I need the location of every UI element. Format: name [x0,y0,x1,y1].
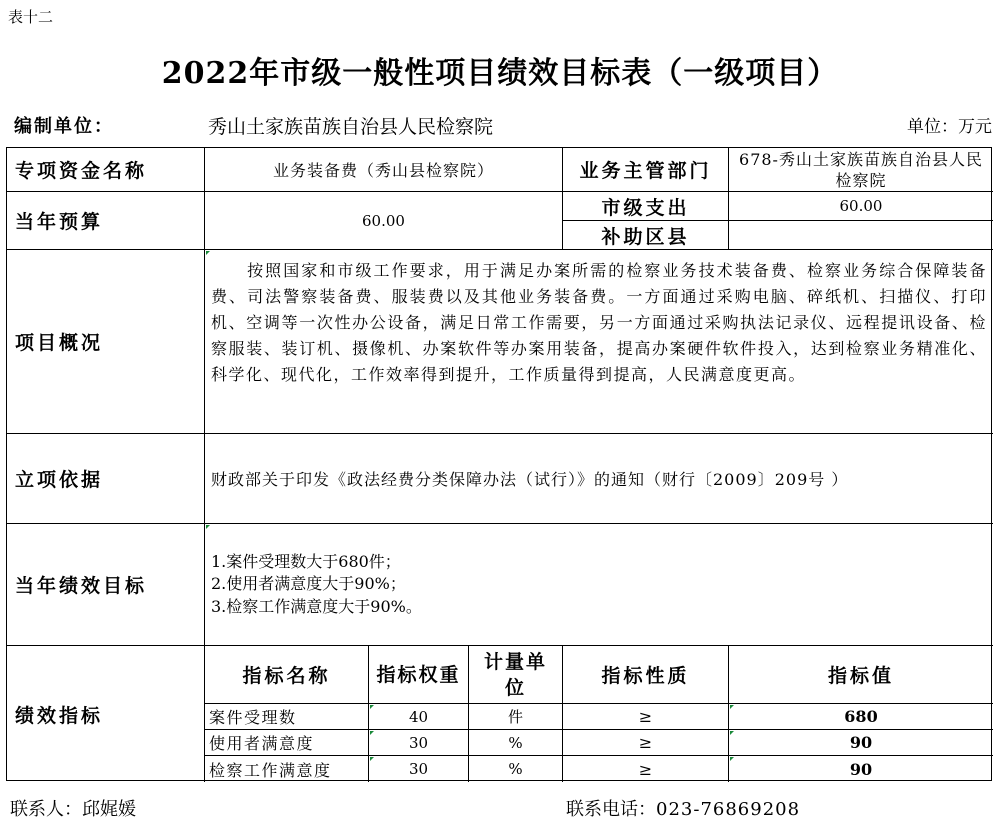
indicator-value: 90 [729,730,993,756]
col-header-weight: 指标权重 [369,646,469,704]
goals-list [205,524,993,646]
contact-name: 邱娓媛 [82,799,136,820]
basis-label: 立项依据 [7,434,205,524]
contact-label: 联系人： [10,799,82,820]
city-expense-value: 60.00 [729,192,993,221]
unit-label: 单位：万元 [907,117,992,137]
indicator-nature: ≥ [563,704,729,730]
col-header-name: 指标名称 [205,646,369,704]
goals-label: 当年绩效目标 [7,524,205,646]
indicator-weight: 30 [369,730,469,756]
indicator-unit: % [469,730,563,756]
goal-item: 1.案件受理数大于680件； [211,551,401,571]
org-label: 编制单位： [14,116,114,137]
fund-name-value: 业务装备费（秀山县检察院） [205,148,563,192]
indicator-name: 检察工作满意度 [205,756,369,782]
goal-item: 2.使用者满意度大于90%； [211,574,406,594]
indicator-value: 680 [729,704,993,730]
performance-table [6,147,992,781]
indicator-nature: ≥ [563,730,729,756]
contact-phone [566,795,800,821]
org-row [14,112,992,142]
indicator-weight: 40 [369,704,469,730]
contact-person [10,795,136,821]
budget-value: 60.00 [205,192,563,250]
dept-label: 业务主管部门 [563,148,729,192]
indicators-label: 绩效指标 [7,646,205,782]
col-header-value: 指标值 [729,646,993,704]
table-number: 表十二 [8,8,54,26]
goal-item: 3.检察工作满意度大于90%。 [211,596,422,616]
phone-label: 联系电话： [566,799,656,820]
indicator-name: 使用者满意度 [205,730,369,756]
dept-value: 678-秀山土家族苗族自治县人民检察院 [729,148,993,192]
overview-label: 项目概况 [7,250,205,434]
indicator-unit: 件 [469,704,563,730]
fund-name-label: 专项资金名称 [7,148,205,192]
indicator-unit: % [469,756,563,782]
indicator-weight: 30 [369,756,469,782]
page-title: 2022年市级一般性项目绩效目标表（一级项目） [161,56,839,91]
subsidy-county-label: 补助区县 [563,221,729,250]
city-expense-label: 市级支出 [563,192,729,221]
indicator-name: 案件受理数 [205,704,369,730]
col-header-nature: 指标性质 [563,646,729,704]
budget-label: 当年预算 [7,192,205,250]
col-header-unit: 计量单位 [469,646,563,704]
org-value: 秀山土家族苗族自治县人民检察院 [208,116,494,138]
overview-text: 按照国家和市级工作要求，用于满足办案所需的检察业务技术装备费、检察业务综合保障装备费、司法警察装备费、服装费以及其他业务装备费。一方面通过采购电脑、碎纸机、扫描仪、打印机、空调等一次性办公设备，满足日常工作需要，另一方面通过采购执法记录仪、远程提讯设备、检察服装、装订机、摄像机、办案软件等办案用装备，提高办案硬件软件投入，达到检察业务精准化、科学化、现代化，工作效率得到提升，工作质量得到提高，人民满意度更高。 [205,250,993,434]
phone-value: 023-76869208 [656,799,801,820]
indicator-nature: ≥ [563,756,729,782]
subsidy-county-value [729,221,993,250]
indicator-value: 90 [729,756,993,782]
basis-text: 财政部关于印发《政法经费分类保障办法（试行）》的通知（财行〔2009〕209号 ） [205,434,993,524]
